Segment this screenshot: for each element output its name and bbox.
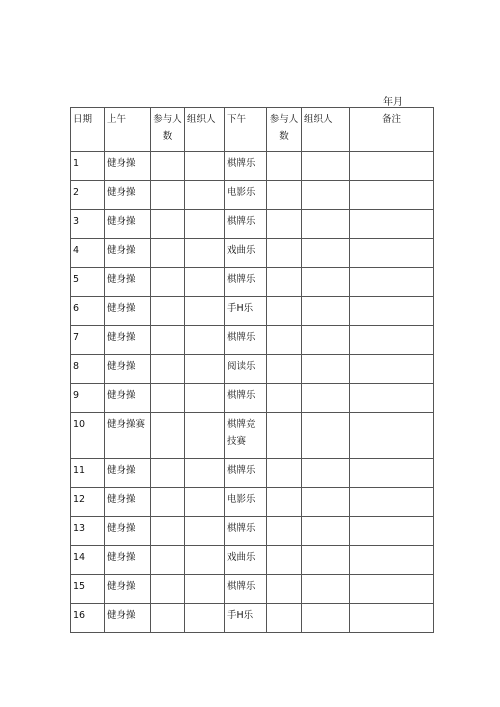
date-cell: 13 xyxy=(71,517,105,546)
am-activity-cell: 健身操赛 xyxy=(105,413,151,459)
participants-pm-cell xyxy=(267,384,302,413)
participants-pm-cell xyxy=(267,413,302,459)
date-cell: 4 xyxy=(71,239,105,268)
participants-am-cell xyxy=(151,268,185,297)
participants-pm-cell xyxy=(267,459,302,488)
table-row xyxy=(71,297,434,326)
organizer-am-cell xyxy=(185,517,225,546)
participants-pm-cell xyxy=(267,546,302,575)
pm-activity-cell: 手H乐 xyxy=(225,604,267,633)
participants-am-cell xyxy=(151,413,185,459)
participants-pm-cell xyxy=(267,297,302,326)
am-activity-cell: 健身操 xyxy=(105,517,151,546)
header-organizer-am: 组织人 xyxy=(185,108,225,152)
pm-activity-cell: 棋牌乐 xyxy=(225,384,267,413)
notes-cell xyxy=(350,384,434,413)
participants-am-cell xyxy=(151,355,185,384)
header-date: 日期 xyxy=(71,108,105,152)
organizer-am-cell xyxy=(185,181,225,210)
participants-am-cell xyxy=(151,488,185,517)
header-participants-am: 参与人数 xyxy=(151,108,185,152)
am-activity-cell: 健身操 xyxy=(105,297,151,326)
organizer-am-cell xyxy=(185,488,225,517)
am-activity-cell: 健身操 xyxy=(105,326,151,355)
participants-pm-cell xyxy=(267,517,302,546)
organizer-am-cell xyxy=(185,152,225,181)
date-cell: 9 xyxy=(71,384,105,413)
table-row xyxy=(71,604,434,633)
notes-cell xyxy=(350,413,434,459)
notes-cell xyxy=(350,546,434,575)
am-activity-cell: 健身操 xyxy=(105,239,151,268)
organizer-pm-cell xyxy=(302,546,350,575)
date-cell: 5 xyxy=(71,268,105,297)
header-notes: 备注 xyxy=(350,108,434,152)
am-activity-cell: 健身操 xyxy=(105,210,151,239)
participants-pm-cell xyxy=(267,239,302,268)
pm-activity-cell: 棋牌乐 xyxy=(225,326,267,355)
header-row xyxy=(71,108,434,152)
participants-am-cell xyxy=(151,239,185,268)
organizer-pm-cell xyxy=(302,181,350,210)
pm-activity-cell: 戏曲乐 xyxy=(225,239,267,268)
participants-am-cell xyxy=(151,459,185,488)
pm-activity-cell: 戏曲乐 xyxy=(225,546,267,575)
participants-pm-cell xyxy=(267,326,302,355)
header-participants-pm: 参与人数 xyxy=(267,108,302,152)
organizer-pm-cell xyxy=(302,459,350,488)
am-activity-cell: 健身操 xyxy=(105,459,151,488)
participants-am-cell xyxy=(151,517,185,546)
pm-activity-cell: 棋牌乐 xyxy=(225,575,267,604)
notes-cell xyxy=(350,210,434,239)
header-organizer-pm: 组织人 xyxy=(302,108,350,152)
participants-pm-cell xyxy=(267,488,302,517)
organizer-pm-cell xyxy=(302,210,350,239)
notes-cell xyxy=(350,355,434,384)
notes-cell xyxy=(350,575,434,604)
table-row xyxy=(71,517,434,546)
participants-pm-cell xyxy=(267,210,302,239)
date-cell: 14 xyxy=(71,546,105,575)
date-cell: 16 xyxy=(71,604,105,633)
table-row xyxy=(71,210,434,239)
organizer-pm-cell xyxy=(302,355,350,384)
notes-cell xyxy=(350,268,434,297)
pm-activity-cell: 阅读乐 xyxy=(225,355,267,384)
participants-pm-cell xyxy=(267,355,302,384)
participants-am-cell xyxy=(151,604,185,633)
participants-pm-cell xyxy=(267,152,302,181)
organizer-pm-cell xyxy=(302,326,350,355)
organizer-pm-cell xyxy=(302,384,350,413)
organizer-pm-cell xyxy=(302,152,350,181)
organizer-pm-cell xyxy=(302,268,350,297)
organizer-am-cell xyxy=(185,355,225,384)
header-pm: 下午 xyxy=(225,108,267,152)
date-cell: 10 xyxy=(71,413,105,459)
year-month-label: 年月 xyxy=(383,97,403,108)
organizer-pm-cell xyxy=(302,297,350,326)
organizer-am-cell xyxy=(185,239,225,268)
date-cell: 8 xyxy=(71,355,105,384)
date-cell: 7 xyxy=(71,326,105,355)
table-row xyxy=(71,181,434,210)
table-row xyxy=(71,575,434,604)
participants-am-cell xyxy=(151,326,185,355)
date-cell: 1 xyxy=(71,152,105,181)
date-cell: 11 xyxy=(71,459,105,488)
pm-activity-cell: 棋牌乐 xyxy=(225,517,267,546)
organizer-am-cell xyxy=(185,546,225,575)
am-activity-cell: 健身操 xyxy=(105,546,151,575)
pm-activity-cell: 棋牌乐 xyxy=(225,210,267,239)
am-activity-cell: 健身操 xyxy=(105,604,151,633)
participants-am-cell xyxy=(151,297,185,326)
pm-activity-cell: 棋牌竞技赛 xyxy=(225,413,267,459)
pm-activity-cell: 电影乐 xyxy=(225,181,267,210)
participants-am-cell xyxy=(151,546,185,575)
am-activity-cell: 健身操 xyxy=(105,488,151,517)
notes-cell xyxy=(350,459,434,488)
organizer-am-cell xyxy=(185,459,225,488)
header-am: 上午 xyxy=(105,108,151,152)
organizer-am-cell xyxy=(185,575,225,604)
participants-am-cell xyxy=(151,210,185,239)
table-row xyxy=(71,355,434,384)
date-cell: 15 xyxy=(71,575,105,604)
pm-activity-cell: 棋牌乐 xyxy=(225,152,267,181)
participants-pm-cell xyxy=(267,604,302,633)
am-activity-cell: 健身操 xyxy=(105,268,151,297)
participants-am-cell xyxy=(151,181,185,210)
date-cell: 6 xyxy=(71,297,105,326)
table-row xyxy=(71,268,434,297)
participants-am-cell xyxy=(151,575,185,604)
notes-cell xyxy=(350,517,434,546)
organizer-pm-cell xyxy=(302,413,350,459)
am-activity-cell: 健身操 xyxy=(105,384,151,413)
date-cell: 2 xyxy=(71,181,105,210)
organizer-am-cell xyxy=(185,297,225,326)
pm-activity-cell: 棋牌乐 xyxy=(225,459,267,488)
am-activity-cell: 健身操 xyxy=(105,152,151,181)
organizer-am-cell xyxy=(185,326,225,355)
table-row xyxy=(71,239,434,268)
participants-pm-cell xyxy=(267,575,302,604)
activity-schedule-table xyxy=(70,107,434,633)
table-row xyxy=(71,459,434,488)
date-cell: 12 xyxy=(71,488,105,517)
table-row xyxy=(71,413,434,459)
notes-cell xyxy=(350,152,434,181)
notes-cell xyxy=(350,488,434,517)
pm-activity-cell: 手H乐 xyxy=(225,297,267,326)
organizer-am-cell xyxy=(185,268,225,297)
notes-cell xyxy=(350,326,434,355)
organizer-pm-cell xyxy=(302,239,350,268)
notes-cell xyxy=(350,297,434,326)
notes-cell xyxy=(350,604,434,633)
organizer-pm-cell xyxy=(302,575,350,604)
am-activity-cell: 健身操 xyxy=(105,181,151,210)
participants-pm-cell xyxy=(267,268,302,297)
participants-pm-cell xyxy=(267,181,302,210)
organizer-am-cell xyxy=(185,604,225,633)
pm-activity-cell: 棋牌乐 xyxy=(225,268,267,297)
table-row xyxy=(71,488,434,517)
organizer-am-cell xyxy=(185,210,225,239)
notes-cell xyxy=(350,239,434,268)
participants-am-cell xyxy=(151,152,185,181)
organizer-am-cell xyxy=(185,384,225,413)
am-activity-cell: 健身操 xyxy=(105,575,151,604)
organizer-am-cell xyxy=(185,413,225,459)
table-row xyxy=(71,152,434,181)
organizer-pm-cell xyxy=(302,488,350,517)
table-row xyxy=(71,546,434,575)
table-row xyxy=(71,384,434,413)
notes-cell xyxy=(350,181,434,210)
organizer-pm-cell xyxy=(302,604,350,633)
am-activity-cell: 健身操 xyxy=(105,355,151,384)
table-row xyxy=(71,326,434,355)
pm-activity-cell: 电影乐 xyxy=(225,488,267,517)
organizer-pm-cell xyxy=(302,517,350,546)
date-cell: 3 xyxy=(71,210,105,239)
participants-am-cell xyxy=(151,384,185,413)
